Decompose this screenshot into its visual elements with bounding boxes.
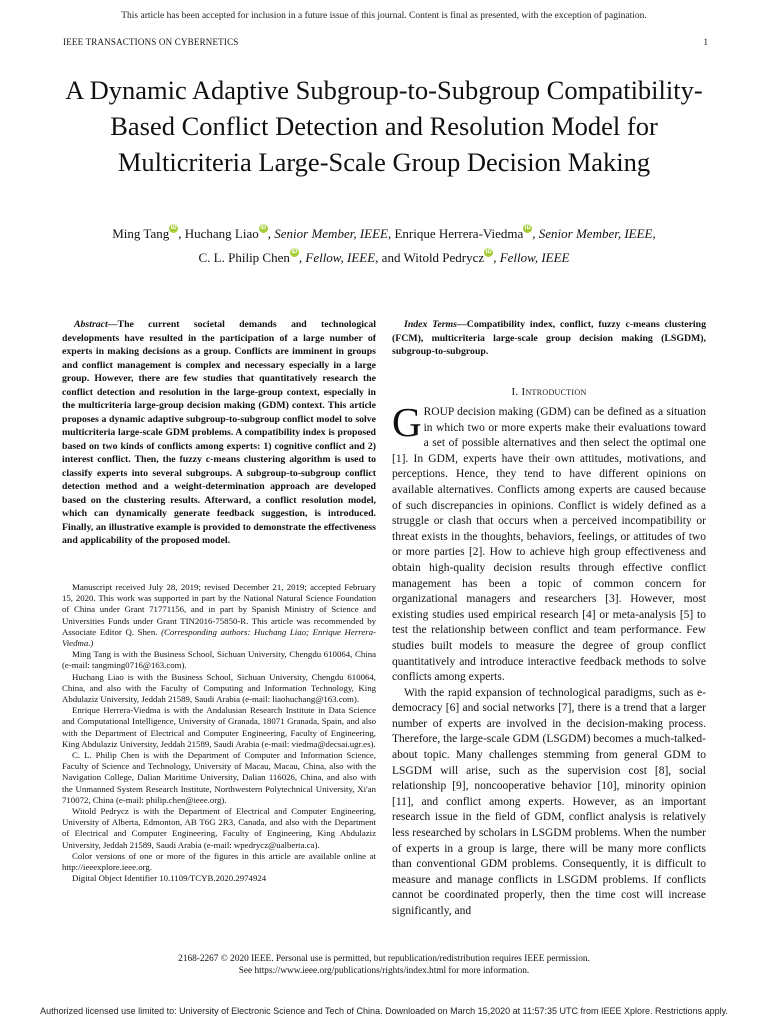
footnote-affiliation: Witold Pedrycz is with the Department of Electrical and Computer Engineering, University of Alberta, Edmonton, AB T6G 2R3, Canada, and also with the Department of Electrical and Computer Engineering, Faculty of Engineering, King Abdulaziz University, Jeddah 21589, Saudi Arabia (e-mail: wpedrycz@ualberta.ca). — [62, 806, 376, 850]
orcid-icon[interactable]: iD — [170, 225, 177, 231]
author-role: Fellow, IEEE — [305, 250, 376, 265]
copyright-line: 2168-2267 © 2020 IEEE. Personal use is permitted, but republication/redistribution requires IEEE permission. — [178, 954, 590, 964]
section-number: I. — [511, 386, 519, 398]
orcid-icon[interactable]: iD — [260, 225, 267, 231]
acceptance-notice: This article has been accepted for inclusion in a future issue of this journal. Content is final as presented, with the exception of pagination. — [121, 11, 647, 21]
section-heading — [392, 386, 706, 398]
footnotes — [62, 582, 376, 884]
index-terms-label: Index Terms— — [404, 319, 467, 330]
footnote-doi: Digital Object Identifier 10.1109/TCYB.2020.2974924 — [72, 873, 267, 884]
paper-title: A Dynamic Adaptive Subgroup-to-Subgroup Compatibility-Based Conflict Detection and Resolution Model for Multicriteria Large-Scale Group Decision Making — [65, 75, 703, 177]
footnote-affiliation: Enrique Herrera-Viedma is with the Andalusian Research Institute in Data Science and Computational Intelligence, University of Granada, 18071 Granada, Spain, and also with the Department of Electrical and Computer Engineering, Faculty of Engineering, King Abdulaziz University, Jeddah 21589, Saudi Arabia (e-mail: viedma@decsai.ugr.es). — [62, 705, 376, 749]
index-terms — [392, 318, 706, 359]
author-name: Witold Pedrycz — [403, 250, 485, 265]
rights-link-line: See https://www.ieee.org/publications/rights/index.html for more information. — [238, 966, 530, 976]
drop-cap: G — [392, 399, 422, 445]
section-title: Introduction — [521, 386, 587, 398]
author-name: C. L. Philip Chen — [198, 250, 290, 265]
footnote-affiliation: Huchang Liao is with the Business School, Sichuan University, Chengdu 610064, China, and also with the Faculty of Computing and Information Technology, King Abdulaziz University, Jeddah 21589, Saudi Arabia (e-mail: liaohuchang@163.com). — [62, 671, 376, 705]
author-role: Senior Member, IEEE — [274, 226, 388, 241]
page-number: 1 — [703, 37, 708, 47]
abstract — [62, 318, 376, 548]
footnote-affiliation: Ming Tang is with the Business School, Sichuan University, Chengdu 610064, China (e-mail: tangming0716@163.com). — [62, 649, 376, 671]
intro-paragraph-text: ROUP decision making (GDM) can be defined as a situation in which two or more experts make their evaluations toward a set of possible alternatives and then select the optimal one [1]. In GDM, experts have their own attitudes, motivations, and perceptions. Hence, they tend to have different opinions on available alternatives. Conflicts among experts are caused because of such discrepancies in opinions. Conflict is widely defined as a struggle or clash that occurs when a perceived incompatibility or threat exists in the thoughts, behaviors, feelings, or attitudes of two or more parties [2]. How to achieve high group effectiveness and obtain high-quality decision results through effective conflict management has been a topic of common concern for organizational managers and researchers [3]. However, most existing studies used empirical research [4] or meta-analysis [5] to test the relationship between conflict and team performance. Few studies built models to measure the degree of group conflict quantitatively and introduce interactive feedback methods to solve conflicts among experts. — [392, 406, 706, 684]
footnote-color-note: Color versions of one or more of the figures in this article are available online at http://ieeexplore.ieee.org. — [62, 850, 376, 873]
orcid-icon[interactable]: iD — [524, 225, 531, 231]
footnote-affiliation: C. L. Philip Chen is with the Department of Computer and Information Science, Faculty of Science and Technology, University of Macau, Macau, China, also with the Navigation College, Dalian Maritime University, Dalian 116026, China, and also with the Unmanned System Research Institute, Northwestern Polytechnical University, Xi'an 710072, China (e-mail: philip.chen@ieee.org). — [62, 750, 376, 805]
license-footer: Authorized licensed use limited to: University of Electronic Science and Tech of China. Downloaded on March 15,2020 at 11:57:35 UTC from IEEE Xplore. Restrictions apply. — [40, 1006, 728, 1016]
author-role: Fellow, IEEE — [499, 250, 570, 265]
footnote-manuscript — [62, 582, 376, 649]
corresponding-authors: (Corresponding authors: Huchang Liao; Enrique Herrera-Viedma.) — [62, 626, 376, 649]
abstract-text: The current societal demands and technological developments have resulted in the participation of a large number of experts in making decisions as a group. Conflicts are imminent in groups and conflict management is complex and necessary especially in a large group. However, there are few studies that quantitatively research the conflict detection and resolution in the large-group context, especially in the multicriteria large-group decision making (GDM) context. This article proposes a dynamic adaptive subgroup-to-subgroup conflict model to solve multicriteria large-scale GDM problems. A compatibility index is proposed based on two kinds of conflicts among experts: 1) cognitive conflict and 2) interest conflict. Then, the fuzzy c-means clustering algorithm is used to classify experts into several subgroups. A subgroup-to-subgroup conflict detection method and a weight-determination approach are developed based on the clustering results. Afterward, a conflict resolution model, which can dynamically generate feedback suggestion, is introduced. Finally, an illustrative example is provided to demonstrate the effectiveness and applicability of the proposed model. — [62, 319, 376, 546]
footnote-text: Manuscript received July 28, 2019; revised December 21, 2019; accepted February 15, 2020. This work was supported in part by the National Natural Science Foundation of China under Grant 71771156, and in part by Spanish Ministry of Science and Universities Funds under Grant TIN2016-75850-R. This article was recommended by Associate Editor Q. Shen. — [62, 582, 376, 637]
orcid-icon[interactable]: iD — [291, 249, 298, 255]
intro-paragraph: With the rapid expansion of technological paradigms, such as e-democracy [6] and social networks [7], there is a trend that a larger number of experts are involved in the decision-making process. Therefore, the large-scale GDM (LSGDM) becomes a much-talked-about topic. Many challenges stemming from general GDM to LSGDM will arise, such as the supervision cost [8], social relationship [9], noncooperative behavior [10], minority opinion [11], and conflict among experts. However, as an important research issue in the field of GDM, conflict analysis is relatively less researched by scholars in LSGDM problems. When the number of experts in a group is large, there will be many more conflicts than conventional GDM problems. Consequently, it is difficult to measure and manage conflicts in LSGDM problems. If conflicts cannot be coordinated properly, then the time cost will increase significantly, and — [392, 686, 706, 917]
copyright-notice — [0, 953, 768, 977]
author-name: Ming Tang — [112, 226, 170, 241]
intro-paragraph — [392, 399, 706, 686]
author-name: Enrique Herrera-Viedma — [394, 226, 524, 241]
journal-header: IEEE TRANSACTIONS ON CYBERNETICS — [63, 37, 239, 47]
author-name: Huchang Liao — [184, 226, 259, 241]
author-list: Ming Tang iD , Huchang Liao iD , Senior Member, IEEE, Enrique Herrera-Viedma iD , Senior Member, IEEE, C. L. Philip Chen iD , Fellow, IEEE, and Witold Pedrycz iD , Fellow, IEEE — [112, 225, 656, 265]
index-terms-text: Compatibility index, conflict, fuzzy c-means clustering (FCM), multicriteria large-scale group decision making (LSGDM), subgroup-to-subgroup. — [392, 319, 706, 357]
author-role: Senior Member, IEEE — [538, 226, 653, 241]
introduction-body — [392, 399, 706, 920]
orcid-icon[interactable]: iD — [485, 249, 492, 255]
abstract-label: Abstract— — [74, 319, 118, 330]
